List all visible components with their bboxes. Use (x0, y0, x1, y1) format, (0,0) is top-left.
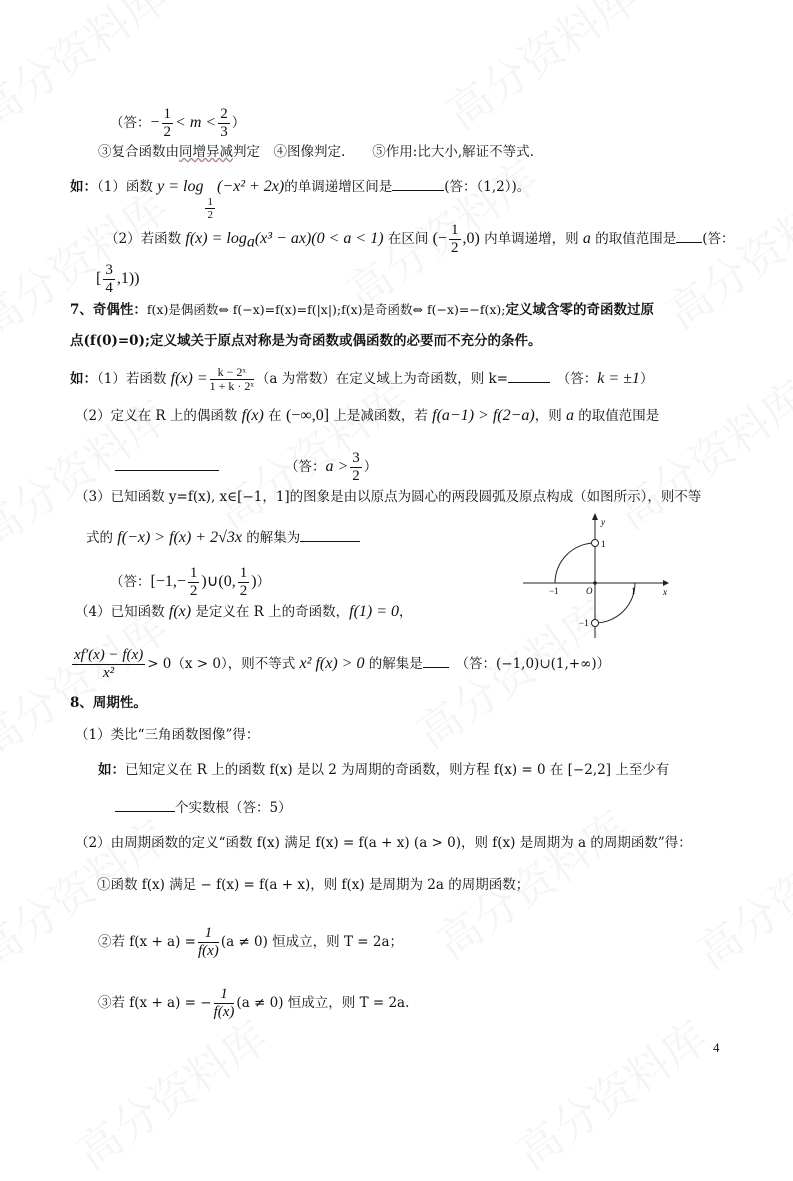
page-number: 4 (713, 1040, 720, 1055)
watermark (502, 1003, 719, 1181)
math: f(x) = log (185, 230, 247, 247)
underlined-text: 同增异减 (179, 144, 233, 160)
rule-2 (98, 925, 403, 960)
denominator: 3 (220, 124, 228, 140)
text: （答：(−1,0)∪(1,+∞)） (462, 656, 611, 672)
text: 的解集为 (241, 530, 301, 546)
text: ③复合函数由 (98, 144, 179, 160)
text: ，则 (534, 408, 567, 424)
section-8-heading: 8、周期性。 (70, 695, 147, 711)
numerator: 1 (189, 565, 198, 581)
denominator: 2 (189, 583, 198, 599)
text: （1）函数 (97, 179, 158, 195)
section-7-line-1 (70, 300, 654, 320)
s8-example-cont (115, 797, 292, 818)
numerator: 1 (198, 925, 219, 943)
text: 内单调递增，则 (479, 231, 583, 247)
text: 是定义在 R 上的奇函数， (191, 604, 350, 620)
answer-blank[interactable] (115, 797, 175, 812)
text: 的取值范围是 (574, 408, 660, 424)
fraction (205, 196, 215, 221)
s7-example-3-answer (110, 565, 270, 600)
math: (−x² + 2x) (216, 178, 285, 195)
answer-blank[interactable] (300, 527, 360, 542)
answer-blank[interactable] (423, 653, 449, 668)
lower-arc (595, 583, 635, 623)
text: (答： (702, 231, 735, 247)
x-axis-arrow-icon (663, 580, 669, 586)
answer-blank[interactable] (508, 368, 550, 383)
denominator: 2 (207, 209, 213, 221)
text: 的单调递增区间是 (284, 179, 393, 195)
fraction (350, 450, 362, 485)
watermark (62, 1003, 279, 1181)
s7-example-2-answer (115, 450, 377, 485)
math: ,1)) (116, 270, 140, 287)
section-heading: 7、奇偶性： (70, 302, 147, 318)
answer-line (110, 106, 245, 141)
text: (答：（1,2）)。 (444, 179, 531, 195)
y-axis-label: y (601, 517, 605, 527)
example-label: 如： (98, 762, 125, 778)
s7-example-2 (75, 406, 659, 426)
answer-blank[interactable] (676, 228, 702, 243)
watermark (432, 0, 649, 141)
text: ） (363, 459, 378, 475)
math: a (582, 230, 591, 247)
denominator: 2 (352, 468, 360, 484)
math: < m < (175, 114, 217, 131)
math: f(x) (168, 603, 192, 620)
text: ） (231, 115, 246, 131)
text: 在区间 (383, 231, 433, 247)
text: ②若 f(x + a) = (98, 934, 196, 950)
s7-example-1 (70, 366, 653, 393)
example-2 (105, 222, 735, 257)
answer-blank[interactable] (392, 176, 444, 191)
open-point (592, 620, 599, 627)
rule-3 (98, 986, 409, 1021)
monotonic-notes (98, 142, 534, 162)
fraction (162, 106, 174, 141)
text: ③若 f(x + a) = − (98, 995, 212, 1011)
numerator: 3 (105, 262, 113, 278)
example-label: 如： (70, 371, 97, 387)
text: 已知定义在 R 上的函数 f(x) 是以 2 为周期的奇函数，则方程 f(x) = 0 在 [−2,2] 上至少有 (125, 762, 670, 778)
text: （2）若函数 (105, 231, 186, 247)
x-tick-label: −1 (549, 586, 559, 596)
fraction (218, 106, 230, 141)
s8-part-2: （2）由周期函数的定义“函数 f(x) 满足 f(x) = f(a + x) (a > 0)，则 f(x) 是周期为 a 的周期函数”得： (75, 835, 692, 851)
math: y = log (157, 178, 204, 195)
s7-example-3 (75, 487, 701, 507)
text: （答： (563, 371, 598, 387)
math: x² f(x) > 0 (299, 655, 365, 672)
fraction (238, 565, 250, 600)
answer-blank[interactable] (115, 456, 219, 471)
text: （答： (110, 115, 151, 131)
math: (x³ − ax)(0 < a < 1) (254, 230, 384, 247)
denominator: x² (103, 665, 115, 681)
fraction (72, 647, 145, 682)
text: (a ≠ 0) 恒成立，则 T = 2a； (220, 934, 403, 950)
origin-point (593, 581, 597, 585)
fraction (188, 565, 200, 600)
math: ,0) (462, 230, 480, 247)
fraction (210, 366, 254, 393)
numerator: 1 (214, 986, 235, 1004)
math: k = ±1 (597, 370, 640, 387)
watermark (682, 803, 793, 982)
fraction (198, 925, 219, 960)
y-tick-label: −1 (579, 618, 589, 628)
text: （4）已知函数 (75, 604, 169, 620)
rule-1: ①函数 f(x) 满足 − f(x) = f(a + x)，则 f(x) 是周期为 2a 的周期函数； (97, 877, 530, 893)
denominator: 2 (239, 583, 248, 599)
numerator: xf′(x) − f(x) (74, 647, 144, 663)
open-point (592, 540, 599, 547)
text: （2）定义在 R 上的偶函数 (75, 408, 242, 424)
example-label: 如： (70, 179, 97, 195)
text: （a 为常数）在定义域上为奇函数，则 k= (255, 371, 508, 387)
text: 的取值范围是 (590, 231, 677, 247)
math: a (566, 407, 575, 424)
math: f(1) = 0 (349, 603, 400, 620)
denominator: f(x) (197, 943, 219, 959)
math: [ (96, 270, 102, 287)
math: (− (432, 230, 447, 247)
fraction (103, 262, 115, 297)
denominator: 2 (451, 240, 459, 256)
text: （1）若函数 (97, 371, 171, 387)
s7-example-4 (75, 602, 413, 622)
numerator: k − 2ˣ (210, 366, 254, 380)
bold-text: 点(f(0)=0);定义域关于原点对称是为奇函数或偶函数的必要而不充分的条件。 (70, 333, 542, 349)
text: f(x)是偶函数⇔ f(−x)=f(x)=f(|x|);f(x)是奇函数⇔ f(−x)=−f(x); (146, 302, 506, 317)
denominator: 1 + k · 2ˣ (209, 379, 254, 393)
text: (a ≠ 0) 恒成立，则 T = 2a. (236, 995, 410, 1011)
math: )∪(0, (201, 573, 236, 590)
y-axis-arrow-icon (592, 513, 598, 520)
upper-arc (555, 543, 595, 583)
numerator: 3 (352, 450, 360, 466)
text: （答： (110, 574, 151, 590)
numerator: 2 (220, 106, 228, 122)
math: − (150, 114, 160, 131)
math: a (246, 233, 255, 251)
text: > 0（x > 0），则不等式 (147, 656, 300, 672)
example-1 (70, 176, 530, 221)
math: [−1,− (150, 573, 186, 590)
math: (−∞,0] (285, 407, 330, 424)
math: a > (325, 458, 349, 475)
math: f(a−1) > f(2−a) (432, 407, 535, 424)
section-7-line-2 (70, 331, 541, 351)
numerator: 1 (207, 196, 213, 208)
s7-example-3-cont (86, 527, 360, 548)
origin-label: O (586, 586, 593, 596)
x-tick-label: 1 (631, 586, 636, 596)
denominator: f(x) (213, 1004, 235, 1020)
s8-example (98, 760, 669, 780)
denominator: 2 (163, 124, 172, 140)
fraction (214, 986, 235, 1021)
text: 式的 (86, 530, 118, 546)
example-2-answer (96, 262, 139, 297)
s8-part-1: （1）类比“三角函数图像”得： (75, 727, 260, 743)
numerator: 1 (163, 106, 172, 122)
text: 在 (263, 408, 286, 424)
numerator: 1 (239, 565, 248, 581)
text: 判定 ④图像判定. ⑤作用:比大小,解证不等式. (233, 144, 534, 160)
numerator: 1 (451, 222, 459, 238)
text: ） (639, 371, 654, 387)
text: ） (256, 574, 271, 590)
y-tick-label: 1 (601, 539, 606, 549)
text: 个实数根（答：5） (175, 800, 292, 816)
fraction (449, 222, 461, 257)
text: ， (399, 604, 413, 620)
text: 的解集是 (364, 656, 423, 672)
bold-text: 定义域含零的奇函数过原 (505, 302, 654, 318)
math: f(x) (241, 407, 264, 424)
text: 上是减函数，若 (329, 408, 433, 424)
math: ) (251, 573, 257, 590)
math: f(−x) > f(x) + 2√3x (117, 529, 242, 546)
denominator: 4 (105, 280, 113, 296)
function-graph (515, 510, 675, 640)
text: （答： (285, 459, 326, 475)
x-axis-label: x (663, 587, 667, 597)
s7-example-4-cont (72, 647, 610, 682)
math: f(x) = (170, 370, 208, 387)
text: （3）已知函数 y=f(x), x∈[−1，1]的图象是由以原点为圆心的两段圆弧及原点构成（如图所示），则不等 (75, 489, 702, 505)
